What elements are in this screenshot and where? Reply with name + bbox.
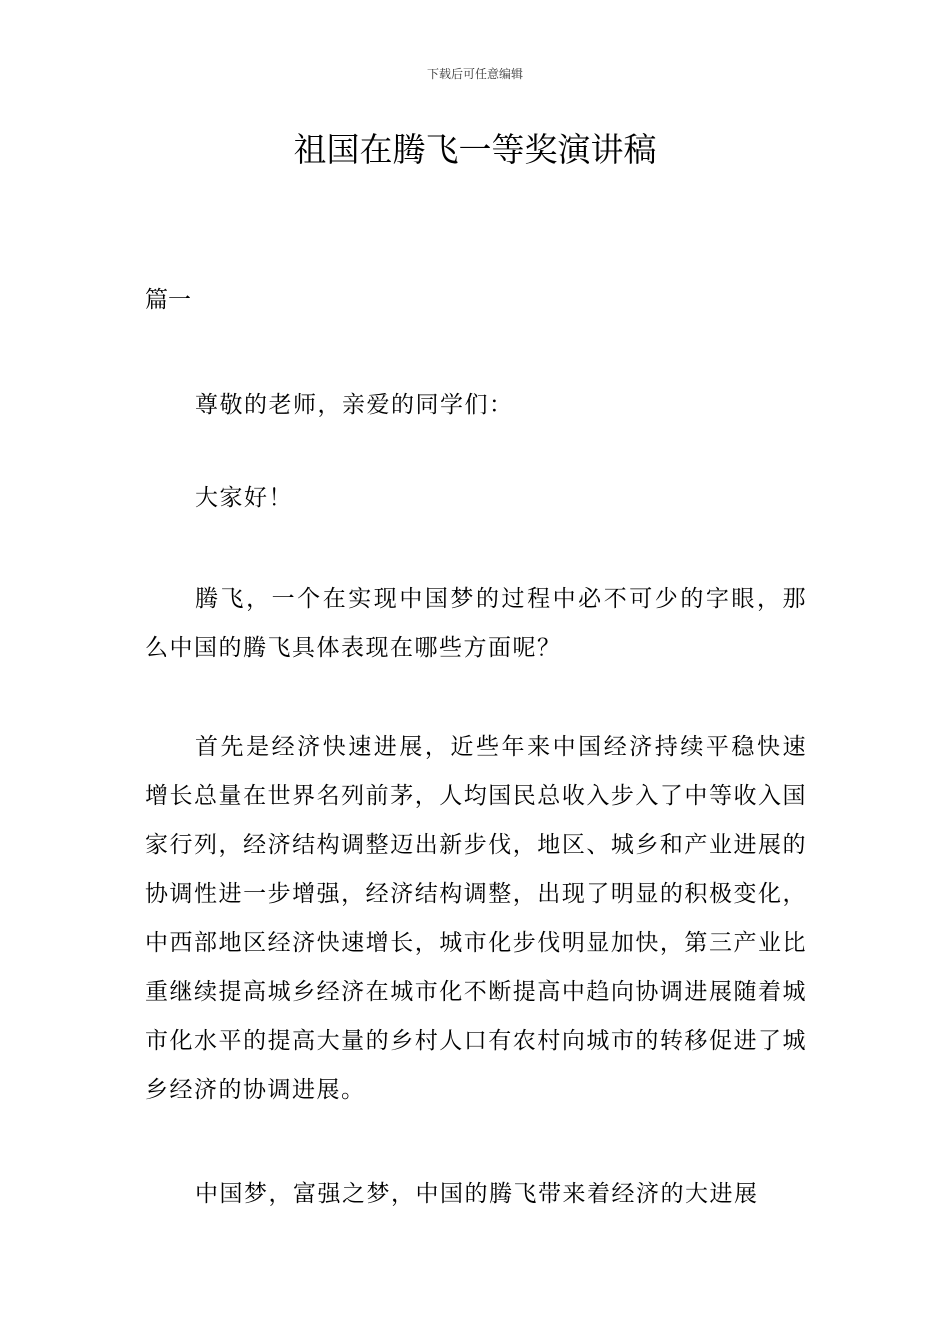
page-header-note: 下载后可任意编辑 — [426, 67, 523, 81]
paragraph-greeting: 尊敬的老师，亲爱的同学们： — [195, 392, 514, 418]
paragraph-hello: 大家好！ — [195, 485, 293, 511]
paragraph-dream: 中国梦，富强之梦，中国的腾飞带来着经济的大进展 — [195, 1181, 759, 1207]
section-label: 篇一 — [145, 287, 191, 313]
paragraph-intro: 腾飞，一个在实现中国梦的过程中必不可少的字眼，那么中国的腾飞具体表现在哪些方面呢？ — [145, 586, 807, 661]
document-title: 祖国在腾飞一等奖演讲稿 — [293, 130, 657, 169]
paragraph-economy: 首先是经济快速进展，近些年来中国经济持续平稳快速增长总量在世界名列前茅，人均国民总收入步入了中等收入国家行列，经济结构调整迈出新步伐，地区、城乡和产业进展的协调性进一步增强，经济结构调整，出现了明显的积极变化，中西部地区经济快速增长，城市化步伐明显加快，第三产业比重继续提高城乡经济在城市化不断提高中趋向协调进展随着城市化水平的提高大量的乡村人口有农村向城市的转移促进了城乡经济的协调进展。 — [145, 734, 807, 1103]
